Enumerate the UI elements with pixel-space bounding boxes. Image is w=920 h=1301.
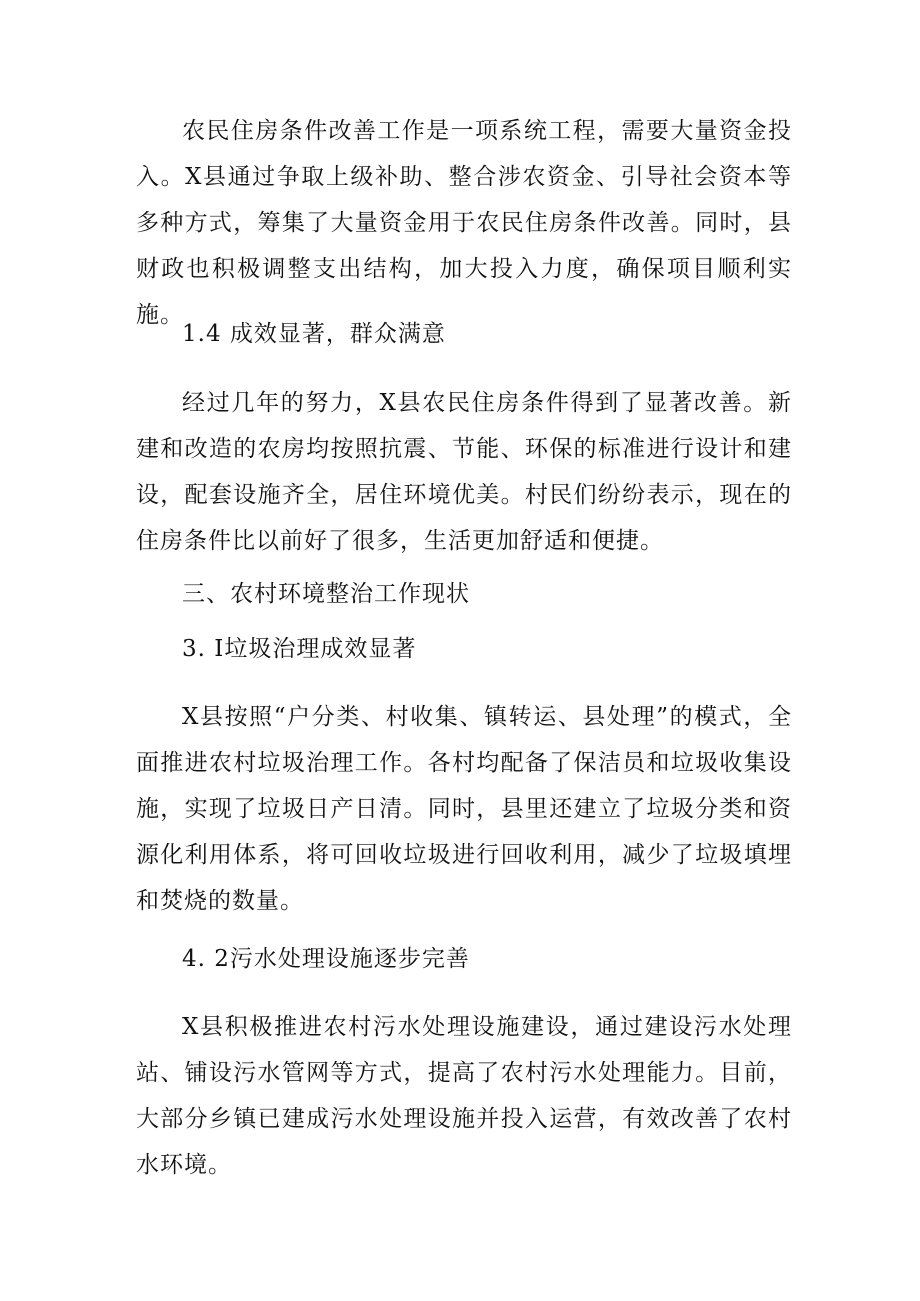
paragraph-housing-results: 经过几年的努力，X县农民住房条件得到了显著改善。新建和改造的农房均按照抗震、节能、环保的标准进行设计和建设，配套设施齐全，居住环境优美。村民们纷纷表示，现在的住房条件比以前好了很多，生活更加舒适和便捷。: [136, 390, 792, 554]
section-heading-rural-environment: 三、农村环境整治工作现状: [182, 581, 470, 607]
paragraph-housing-funding: 农民住房条件改善工作是一项系统工程，需要大量资金投入。X县通过争取上级补助、整合涉农资金、引导社会资本等多种方式，筹集了大量资金用于农民住房条件改善。同时，县财政也积极调整支出结构，加大投入力度，确保项目顺利实施。: [136, 118, 792, 328]
paragraph-sewage-facilities: X县积极推进农村污水处理设施建设，通过建设污水处理站、铺设污水管网等方式，提高了农村污水处理能力。目前，大部分乡镇已建成污水处理设施并投入运营，有效改善了农村水环境。: [136, 1014, 792, 1178]
section-heading-sewage: 4. 2污水处理设施逐步完善: [182, 946, 470, 972]
section-heading-garbage: 3. I垃圾治理成效显著: [182, 636, 417, 662]
section-heading-1-4: 1.4 成效显著，群众满意: [182, 321, 446, 347]
paragraph-garbage-treatment: X县按照“户分类、村收集、镇转运、县处理”的模式，全面推进农村垃圾治理工作。各村均配备了保洁员和垃圾收集设施，实现了垃圾日产日清。同时，县里还建立了垃圾分类和资源化利用体系，将可回收垃圾进行回收利用，减少了垃圾填埋和焚烧的数量。: [136, 704, 792, 914]
